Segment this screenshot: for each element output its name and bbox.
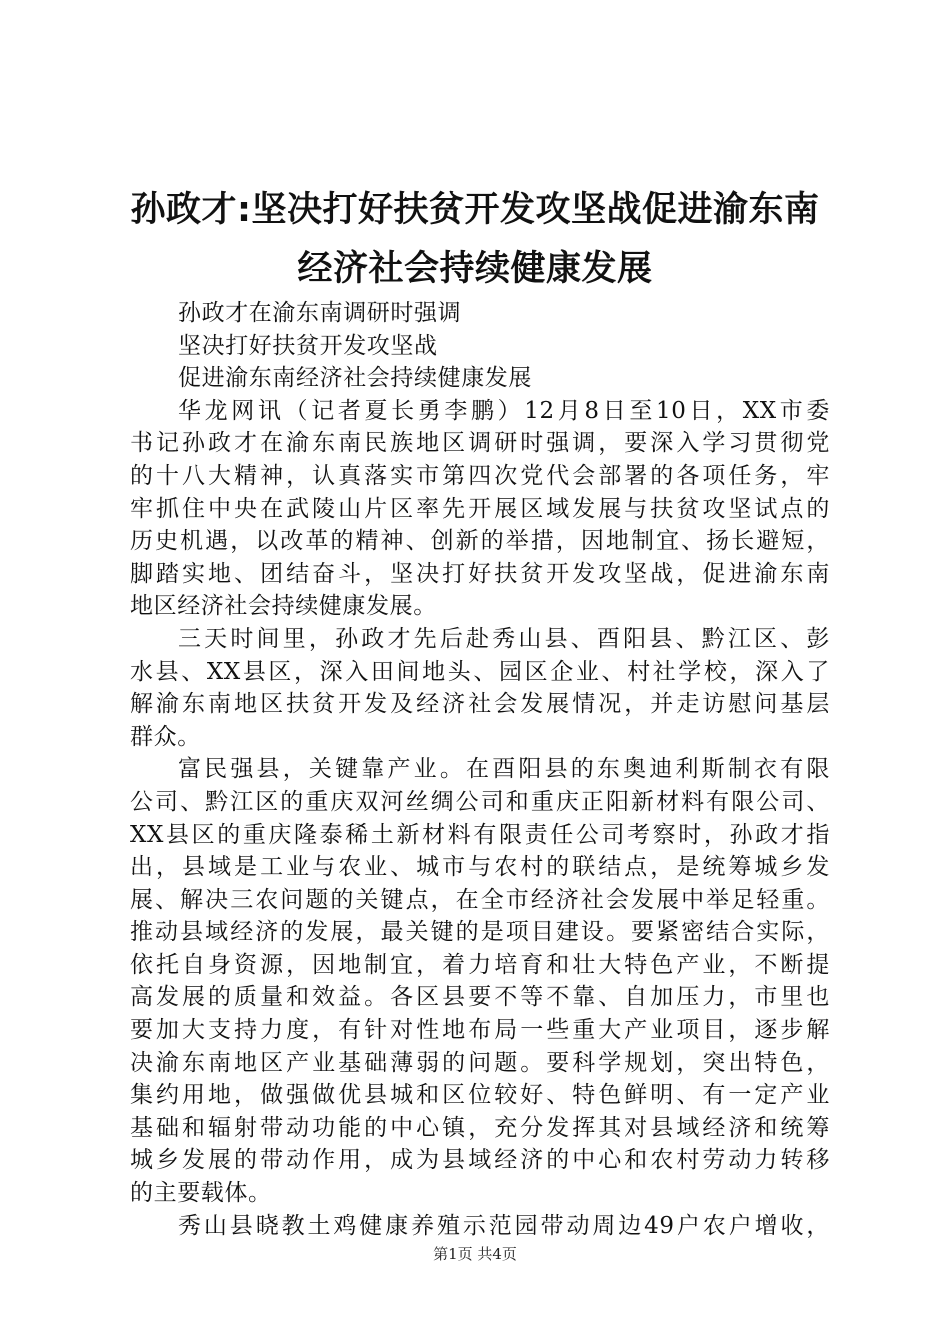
text-line: 地区经济社会持续健康发展。 [130, 593, 437, 620]
text-line: 决渝东南地区产业基础薄弱的问题。要科学规划，突出特色， [130, 1049, 830, 1076]
text-line: 推动县域经济的发展，最关键的是项目建设。要紧密结合实际， [130, 919, 830, 946]
text-line: 解渝东南地区扶贫开发及经济社会发展情况，并走访慰问基层 [130, 691, 830, 718]
text-line: 公司、黔江区的重庆双河丝绸公司和重庆正阳新材料有限公司、 [130, 788, 830, 815]
text-line: 历史机遇，以改革的精神、创新的举措，因地制宜、扬长避短， [130, 528, 830, 555]
document-body [130, 297, 830, 1242]
text-line: 要加大支持力度，有针对性地布局一些重大产业项目，逐步解 [130, 1017, 830, 1044]
text-line: 书记孙政才在渝东南民族地区调研时强调，要深入学习贯彻党 [130, 430, 830, 457]
text-line: 坚决打好扶贫开发攻坚战 [178, 332, 438, 359]
text-line: 华龙网讯（记者夏长勇李鹏）12月8日至10日，XX市委 [178, 397, 830, 424]
text-line: 脚踏实地、团结奋斗，坚决打好扶贫开发攻坚战，促进渝东南 [130, 560, 830, 587]
text-line: 三天时间里，孙政才先后赴秀山县、酉阳县、黔江区、彭 [178, 625, 830, 652]
document-title-line-2: 经济社会持续健康发展 [297, 249, 653, 289]
text-line: 孙政才在渝东南调研时强调 [178, 300, 462, 326]
text-line: 基础和辐射带动功能的中心镇，充分发挥其对县域经济和统筹 [130, 1114, 830, 1141]
text-line: 展、解决三农问题的关键点，在全市经济社会发展中举足轻重。 [130, 886, 830, 913]
text-line: 出，县域是工业与农业、城市与农村的联结点，是统筹城乡发 [130, 854, 830, 881]
text-line: 集约用地，做强做优县城和区位较好、特色鲜明、有一定产业 [130, 1082, 830, 1109]
text-line: 高发展的质量和效益。各区县要不等不靠、自加压力，市里也 [130, 984, 830, 1011]
text-line: 牢抓住中央在武陵山片区率先开展区域发展与扶贫攻坚试点的 [130, 495, 830, 522]
text-line: 依托自身资源，因地制宜，着力培育和壮大特色产业，不断提 [130, 951, 830, 978]
text-line: 的主要载体。 [130, 1180, 272, 1207]
text-line: 促进渝东南经济社会持续健康发展 [178, 365, 532, 392]
text-line: 城乡发展的带动作用，成为县域经济的中心和农村劳动力转移 [130, 1147, 830, 1174]
text-line: 富民强县，关键靠产业。在酉阳县的东奥迪利斯制衣有限 [178, 756, 830, 783]
text-line: 群众。 [130, 723, 201, 750]
text-line: 秀山县晓教土鸡健康养殖示范园带动周边49户农户增收， [178, 1212, 830, 1239]
text-line: XX县区的重庆隆泰稀土新材料有限责任公司考察时，孙政才指 [130, 821, 830, 848]
text-line: 的十八大精神，认真落实市第四次党代会部署的各项任务，牢 [130, 462, 830, 489]
text-line: 水县、XX县区，深入田间地头、园区企业、村社学校，深入了 [130, 658, 830, 685]
document-title-line-1: 孙政才:坚决打好扶贫开发攻坚战促进渝东南 [130, 190, 820, 230]
page-number-footer: 第1页 共4页 [433, 1245, 517, 1263]
